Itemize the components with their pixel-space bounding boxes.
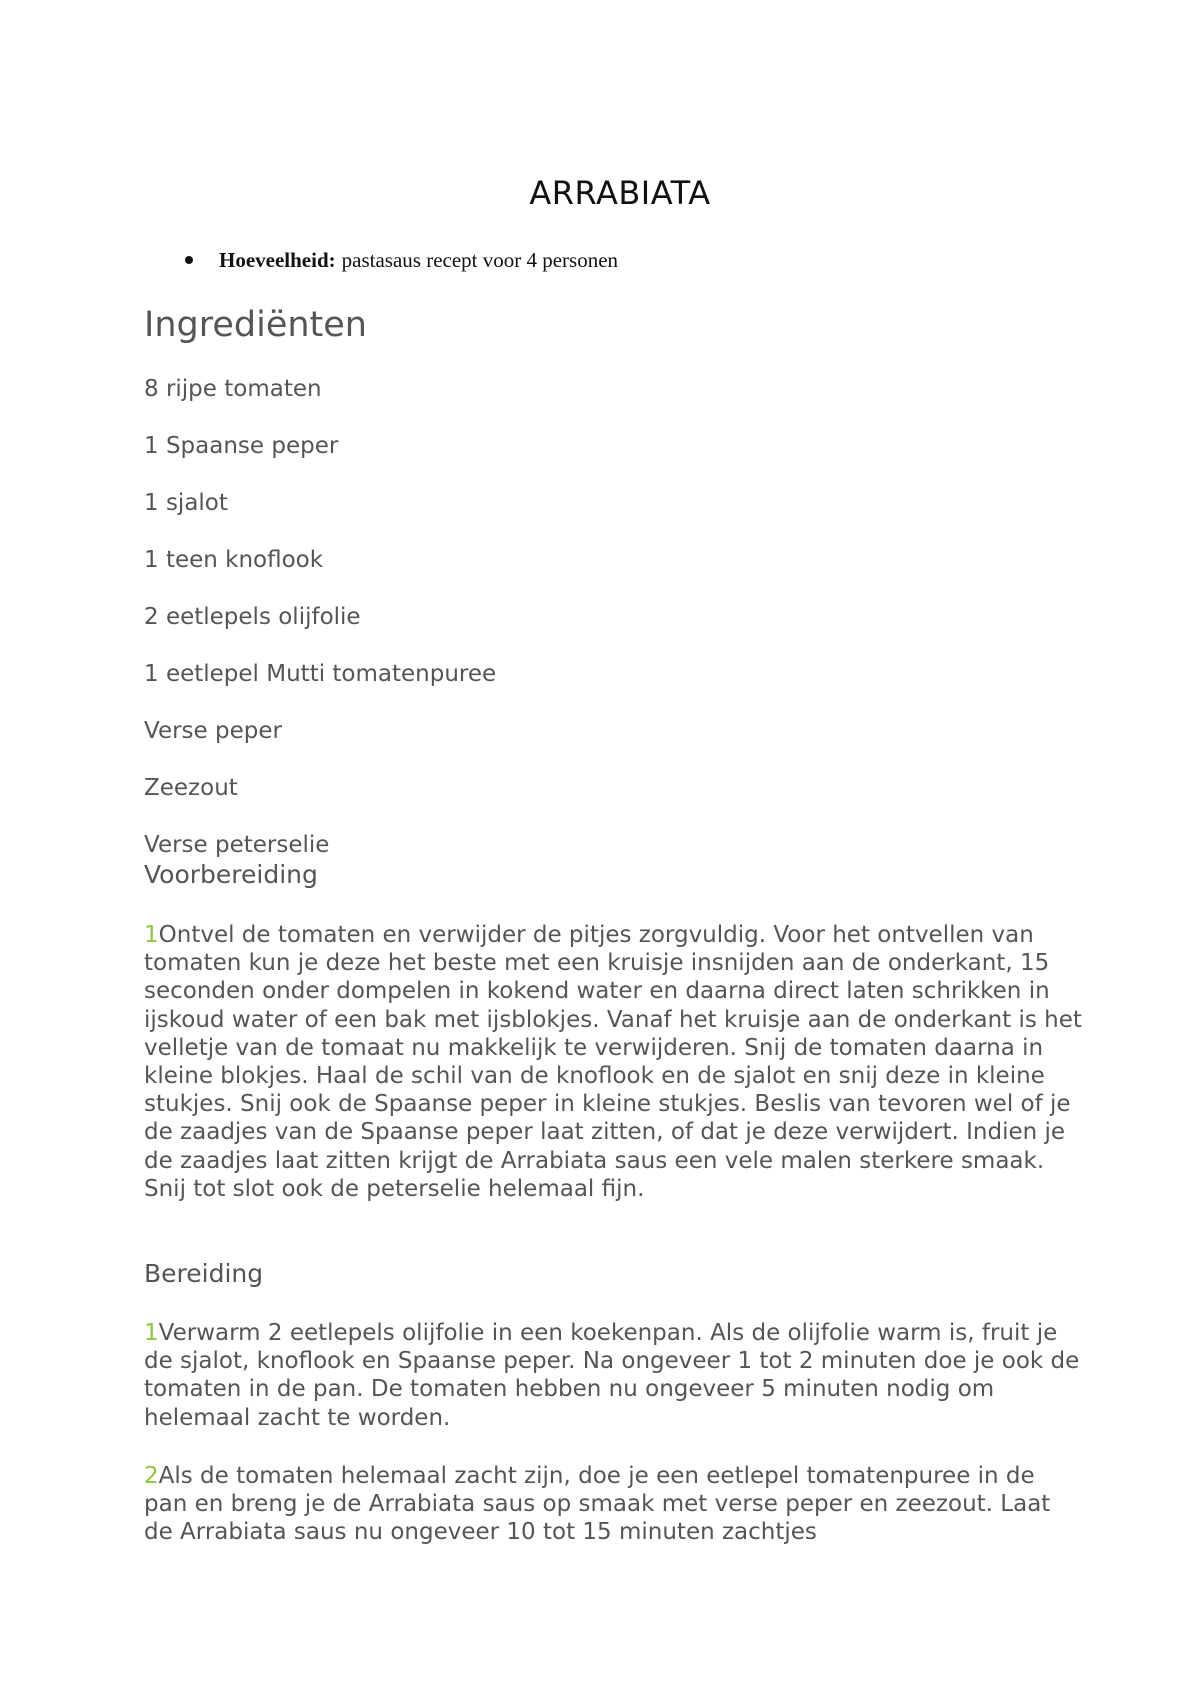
ingredient-item: 1 eetlepel Mutti tomatenpuree [144, 661, 497, 687]
step-text: Ontvel de tomaten en verwijder de pitjes zorgvuldig. Voor het ontvellen van tomaten kun je deze het beste met een kruisje insnijden aan de onderkant, 15 seconden onder dompelen in kokend water en daarna direct laten schrikken in ijskoud water of een bak met ijsblokjes. Vanaf het kruisje aan de onderkant is het velletje van de tomaat nu makkelijk te verwijderen. Snij de tomaten daarna in kleine blokjes. Haal de schil van de knoflook en de sjalot en snij deze in kleine stukjes. Snij ook de Spaanse peper in kleine stukjes. Beslis van tevoren wel of je de zaadjes van de Spaanse peper laat zitten, of dat je deze verwijdert. Indien je de zaadjes laat zitten krijgt de Arrabiata saus een vele malen sterkere smaak. Snij tot slot ook de peterselie helemaal fijn. [144, 922, 1082, 1202]
step-number: 1 [144, 922, 159, 948]
servings-label: Hoeveelheid: [219, 248, 336, 272]
ingredient-item: 1 Spaanse peper [144, 433, 339, 459]
preparation-heading: Voorbereiding [144, 860, 318, 889]
servings-value: pastasaus recept voor 4 personen [341, 248, 619, 272]
cooking-step [144, 1462, 1084, 1547]
step-number: 2 [144, 1463, 159, 1489]
preparation-step [144, 921, 1084, 1203]
ingredient-item: Zeezout [144, 775, 238, 801]
recipe-title: ARRABIATA [529, 174, 711, 212]
servings-line [185, 248, 618, 273]
bullet-icon [185, 256, 193, 264]
cooking-heading: Bereiding [144, 1259, 264, 1288]
ingredient-item: 1 sjalot [144, 490, 228, 516]
ingredient-item: Verse peper [144, 718, 282, 744]
step-text: Als de tomaten helemaal zacht zijn, doe je een eetlepel tomatenpuree in de pan en breng je de Arrabiata saus op smaak met verse peper en zeezout. Laat de Arrabiata saus nu ongeveer 10 tot 15 minuten zachtjes [144, 1463, 1051, 1546]
ingredients-heading: Ingrediënten [144, 305, 367, 345]
cooking-step [144, 1319, 1084, 1432]
ingredient-item: 2 eetlepels olijfolie [144, 604, 361, 630]
ingredient-item: Verse peterselie [144, 832, 330, 858]
ingredient-item: 1 teen knoflook [144, 547, 324, 573]
ingredients-list [144, 375, 496, 888]
ingredient-item: 8 rijpe tomaten [144, 376, 322, 402]
step-number: 1 [144, 1320, 159, 1346]
step-text: Verwarm 2 eetlepels olijfolie in een koekenpan. Als de olijfolie warm is, fruit je de sjalot, knoflook en Spaanse peper. Na ongeveer 1 tot 2 minuten doe je ook de tomaten in de pan. De tomaten hebben nu ongeveer 5 minuten nodig om helemaal zacht te worden. [144, 1320, 1080, 1431]
